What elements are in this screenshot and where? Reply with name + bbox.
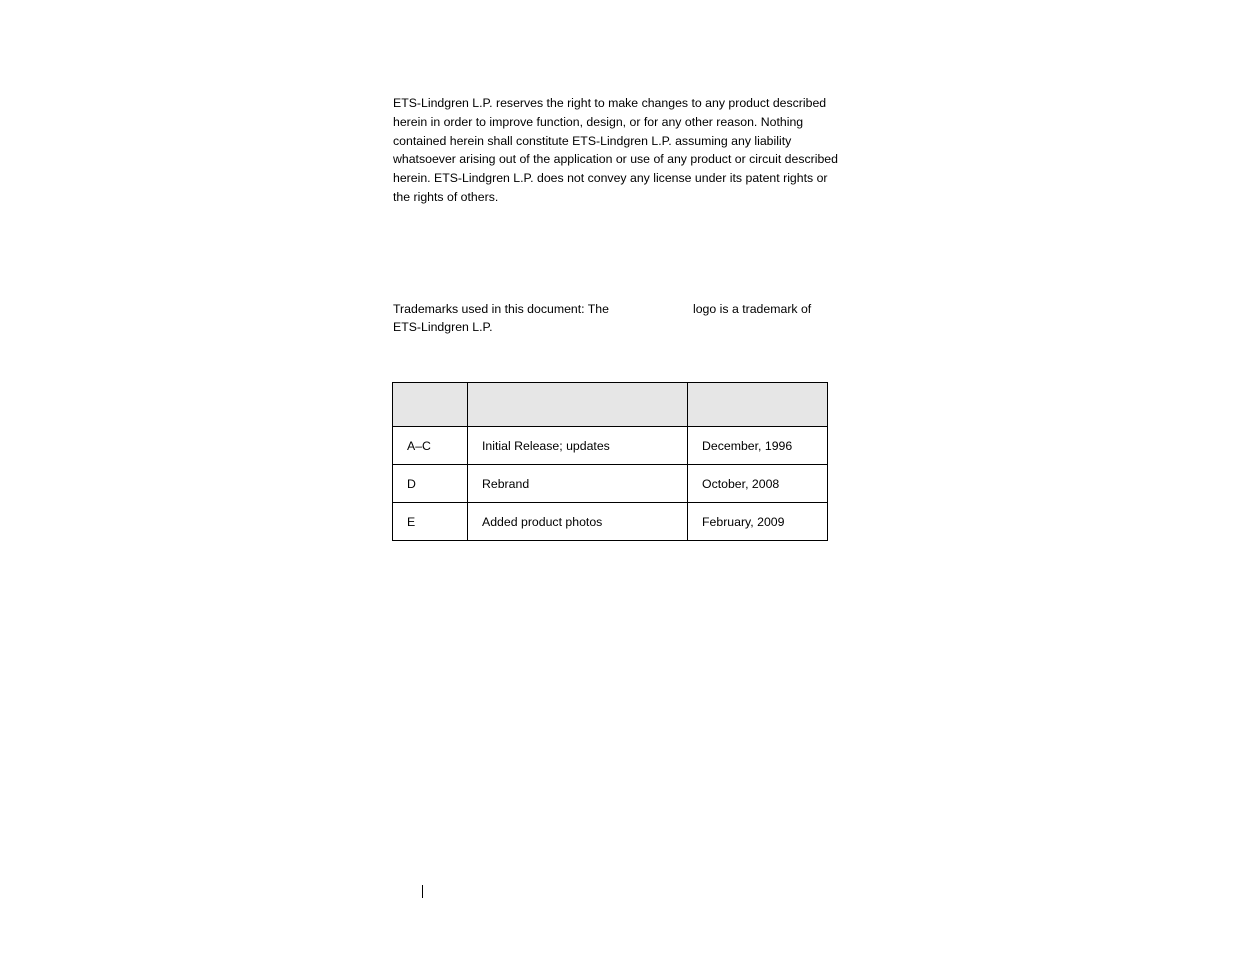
cell-date: October, 2008 xyxy=(688,465,828,503)
header-date xyxy=(688,383,828,427)
header-revision xyxy=(393,383,468,427)
trademark-notice xyxy=(393,300,833,337)
cell-revision: D xyxy=(393,465,468,503)
cell-revision: A–C xyxy=(393,427,468,465)
cell-date: February, 2009 xyxy=(688,503,828,541)
cell-date: December, 1996 xyxy=(688,427,828,465)
table-row xyxy=(393,427,828,465)
revision-history-table xyxy=(392,382,828,541)
table-header-row xyxy=(393,383,828,427)
cell-description: Added product photos xyxy=(468,503,688,541)
cell-description: Rebrand xyxy=(468,465,688,503)
change-bar-marker xyxy=(422,885,423,898)
table-row xyxy=(393,465,828,503)
header-description xyxy=(468,383,688,427)
cell-revision: E xyxy=(393,503,468,541)
table-row xyxy=(393,503,828,541)
cell-description: Initial Release; updates xyxy=(468,427,688,465)
trademark-text-before-logo: Trademarks used in this document: The xyxy=(393,302,609,316)
disclaimer-text: ETS-Lindgren L.P. reserves the right to make changes to any product described herein in order to improve function, design, or for any other reason. Nothing contained herein shall constitute ETS-Lindgren L.P. assuming any liability whatsoever arising out of the application or use of any product or circuit described herein. ETS-Lindgren L.P. does not convey any license under its patent rights or the rights of others. xyxy=(393,96,838,204)
trademark-text-after-logo: logo is a trademark of ETS-Lindgren L.P. xyxy=(393,302,812,335)
